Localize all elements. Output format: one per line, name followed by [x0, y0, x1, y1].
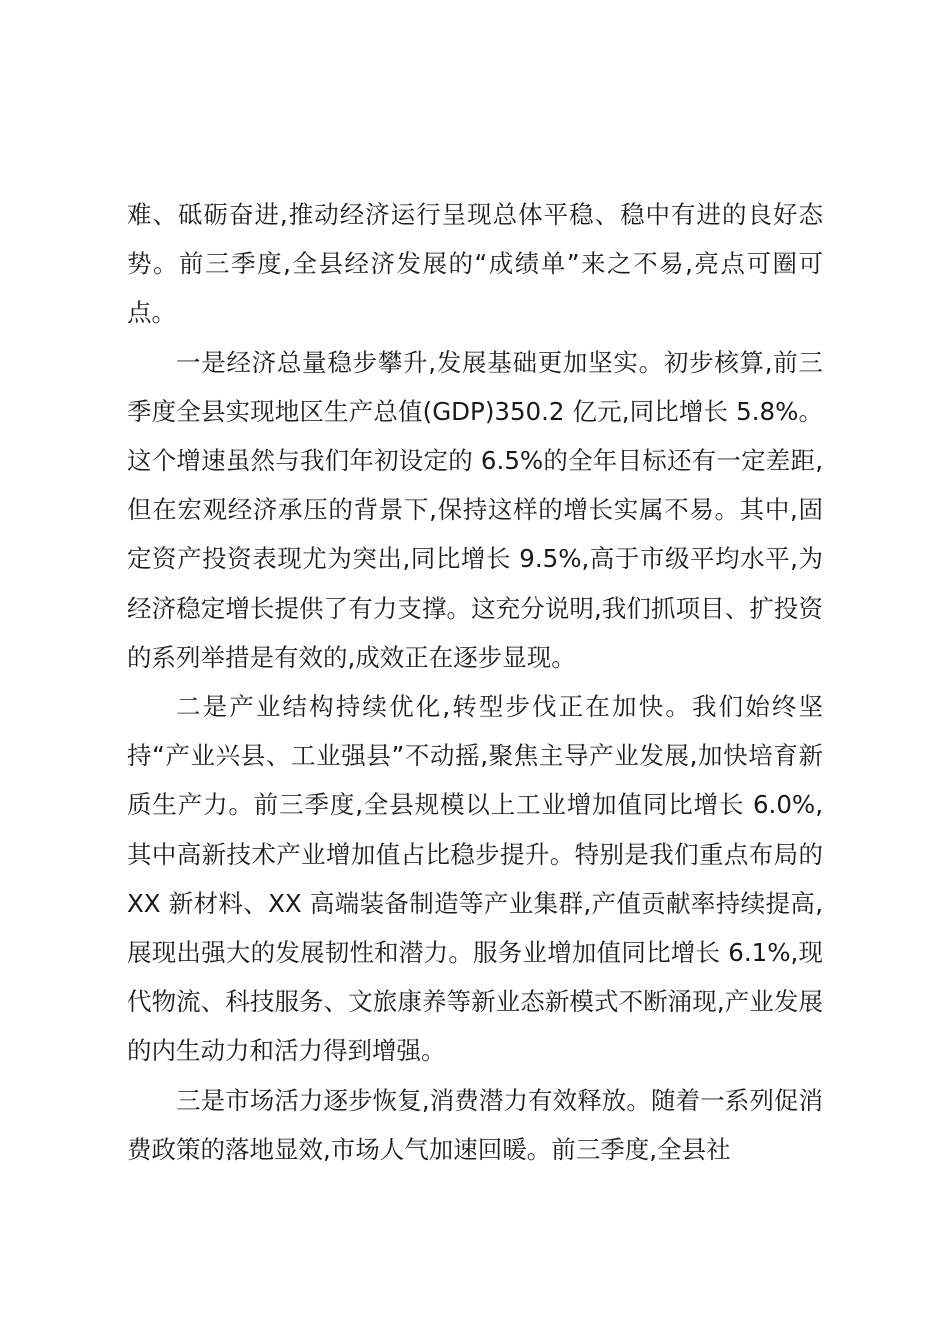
paragraph-continuation: 难、砥砺奋进,推动经济运行呈现总体平稳、稳中有进的良好态势。前三季度,全县经济发展的“成绩单”来之不易,亮点可圈可点。	[127, 200, 823, 328]
body-text	[127, 190, 823, 1174]
paragraph-industrial-structure: 二是产业结构持续优化,转型步伐正在加快。我们始终坚持“产业兴县、工业强县”不动摇,聚焦主导产业发展,加快培育新质生产力。前三季度,全县规模以上工业增加值同比增长 6.0%,其中高新技术产业增加值占比稳步提升。特别是我们重点布局的 XX 新材料、XX 高端装备制造等产业集群,产值贡献率持续提高,展现出强大的发展韧性和潜力。服务业增加值同比增长 6.1%,现代物流、科技服务、文旅康养等新业态新模式不断涌现,产业发展的内生动力和活力得到增强。	[127, 692, 823, 1066]
paragraph-market-vitality: 三是市场活力逐步恢复,消费潜力有效释放。随着一系列促消费政策的落地显效,市场人气加速回暖。前三季度,全县社	[127, 1085, 823, 1164]
paragraph-economic-total: 一是经济总量稳步攀升,发展基础更加坚实。初步核算,前三季度全县实现地区生产总值(GDP)350.2 亿元,同比增长 5.8%。这个增速虽然与我们年初设定的 6.5%的全年目标还有一定差距,但在宏观经济承压的背景下,保持这样的增长实属不易。其中,固定资产投资表现尤为突出,同比增长 9.5%,高于市级平均水平,为经济稳定增长提供了有力支撑。这充分说明,我们抓项目、扩投资的系列举措是有效的,成效正在逐步显现。	[127, 347, 823, 672]
